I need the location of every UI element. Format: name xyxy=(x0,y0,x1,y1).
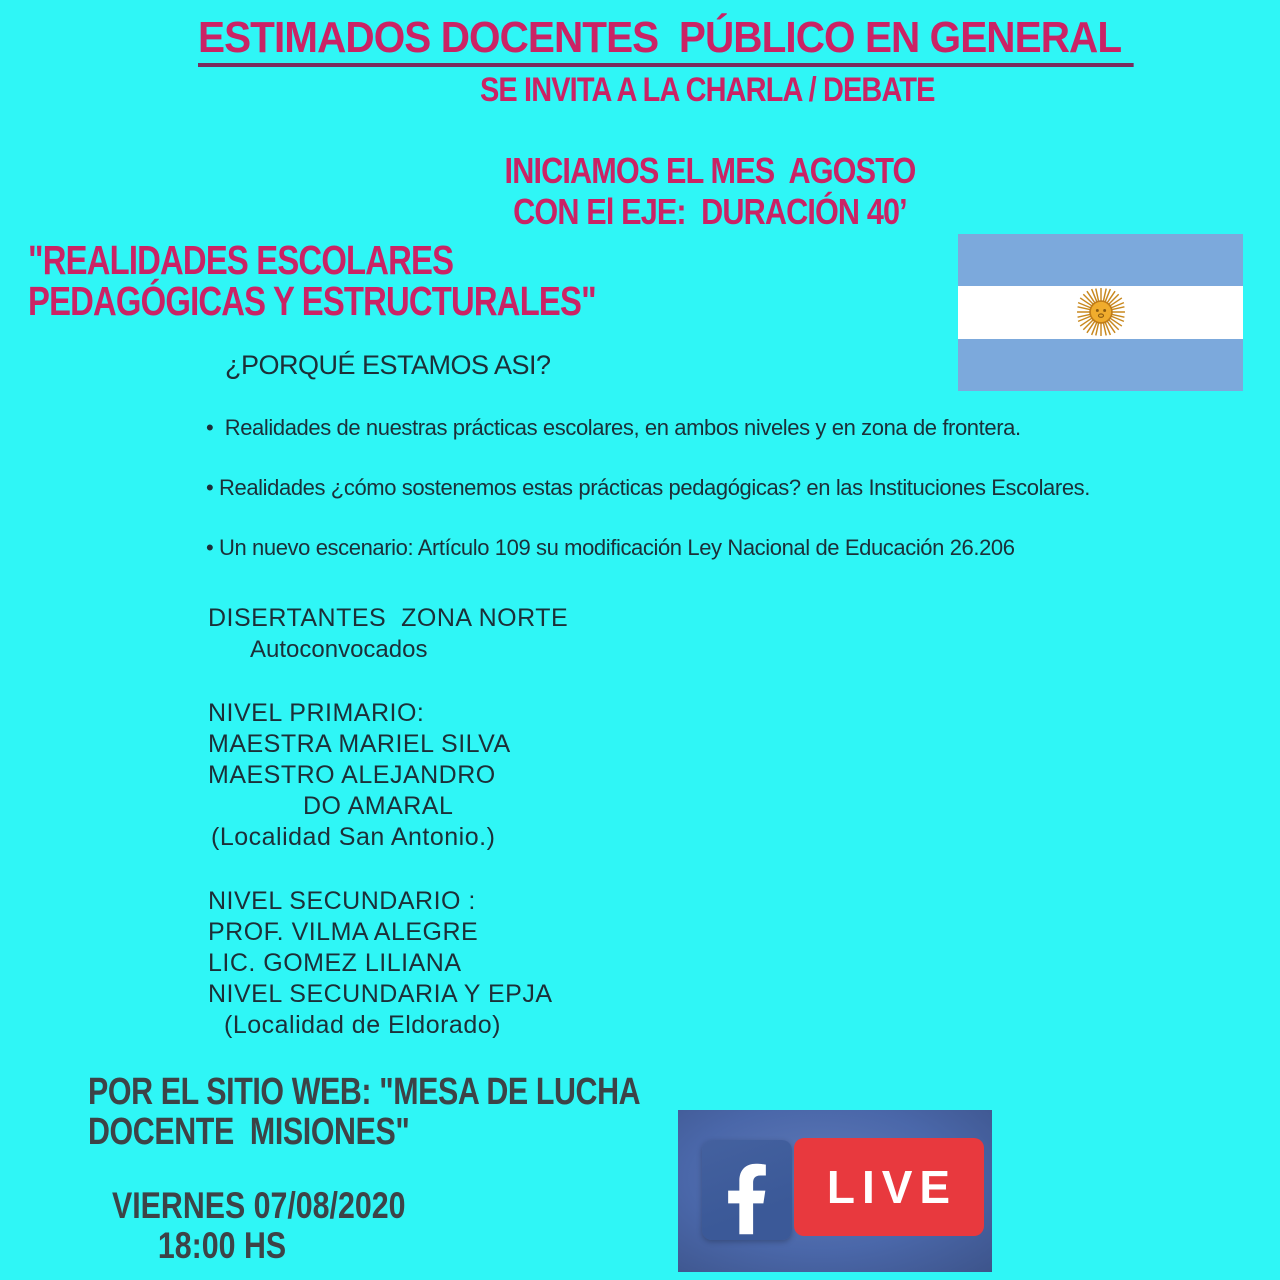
event-title xyxy=(28,237,738,324)
primary-locality: (Localidad San Antonio.) xyxy=(211,823,496,851)
event-date: VIERNES 07/08/2020 xyxy=(112,1185,406,1226)
secondary-speaker: NIVEL SECUNDARIA Y EPJA xyxy=(208,980,553,1008)
event-title-line-2: PEDAGÓGICAS Y ESTRUCTURALES" xyxy=(28,278,596,324)
argentina-flag xyxy=(958,234,1243,391)
primary-speaker: MAESTRO ALEJANDRO xyxy=(208,761,496,789)
facebook-f-icon xyxy=(702,1140,792,1240)
primary-level-block xyxy=(208,698,511,853)
bullet-item: • Un nuevo escenario: Artículo 109 su modificación Ley Nacional de Educación 26.206 xyxy=(206,535,1015,560)
facebook-f-glyph xyxy=(725,1158,769,1240)
secondary-locality: (Localidad de Eldorado) xyxy=(224,1011,501,1039)
speakers-heading-block xyxy=(208,602,568,665)
page-title: ESTIMADOS DOCENTES PÚBLICO EN GENERAL xyxy=(198,16,1134,67)
intro-heading xyxy=(455,150,965,232)
speakers-heading: DISERTANTES ZONA NORTE xyxy=(208,604,569,632)
speakers-subheading: Autoconvocados xyxy=(250,636,428,663)
bullet-item: • Realidades de nuestras prácticas escolares, en ambos niveles y en zona de frontera. xyxy=(206,415,1021,440)
bullet-list xyxy=(206,413,1090,593)
primary-speaker: DO AMARAL xyxy=(303,792,454,820)
website-line-1: POR EL SITIO WEB: "MESA DE LUCHA xyxy=(88,1071,641,1113)
facebook-live-logo xyxy=(678,1110,992,1272)
subtitle: SE INVITA A LA CHARLA / DEBATE xyxy=(480,71,935,109)
flag-middle-stripe xyxy=(958,286,1243,338)
sol-de-mayo-icon xyxy=(1076,287,1126,337)
event-datetime xyxy=(112,1186,470,1266)
flag-top-stripe xyxy=(958,234,1243,286)
intro-line-1: INICIAMOS EL MES AGOSTO xyxy=(504,150,916,191)
event-time: 18:00 HS xyxy=(157,1225,287,1266)
website-heading xyxy=(88,1072,778,1152)
flag-bottom-stripe xyxy=(958,339,1243,391)
question-heading: ¿PORQUÉ ESTAMOS ASI? xyxy=(225,350,551,380)
website-line-2: DOCENTE MISIONES" xyxy=(88,1111,410,1153)
live-badge-label: LIVE xyxy=(826,1161,958,1213)
live-badge xyxy=(794,1138,984,1236)
primary-speaker: MAESTRA MARIEL SILVA xyxy=(208,730,511,758)
primary-level-title: NIVEL PRIMARIO: xyxy=(208,699,425,727)
event-title-line-1: "REALIDADES ESCOLARES xyxy=(28,237,454,283)
bullet-item: • Realidades ¿cómo sostenemos estas prácticas pedagógicas? en las Instituciones Escolares. xyxy=(206,475,1090,500)
secondary-level-block xyxy=(208,886,553,1041)
secondary-speaker: PROF. VILMA ALEGRE xyxy=(208,918,479,946)
intro-line-2: CON El EJE: DURACIÓN 40’ xyxy=(513,191,907,232)
secondary-speaker: LIC. GOMEZ LILIANA xyxy=(208,949,462,977)
secondary-level-title: NIVEL SECUNDARIO : xyxy=(208,887,476,915)
